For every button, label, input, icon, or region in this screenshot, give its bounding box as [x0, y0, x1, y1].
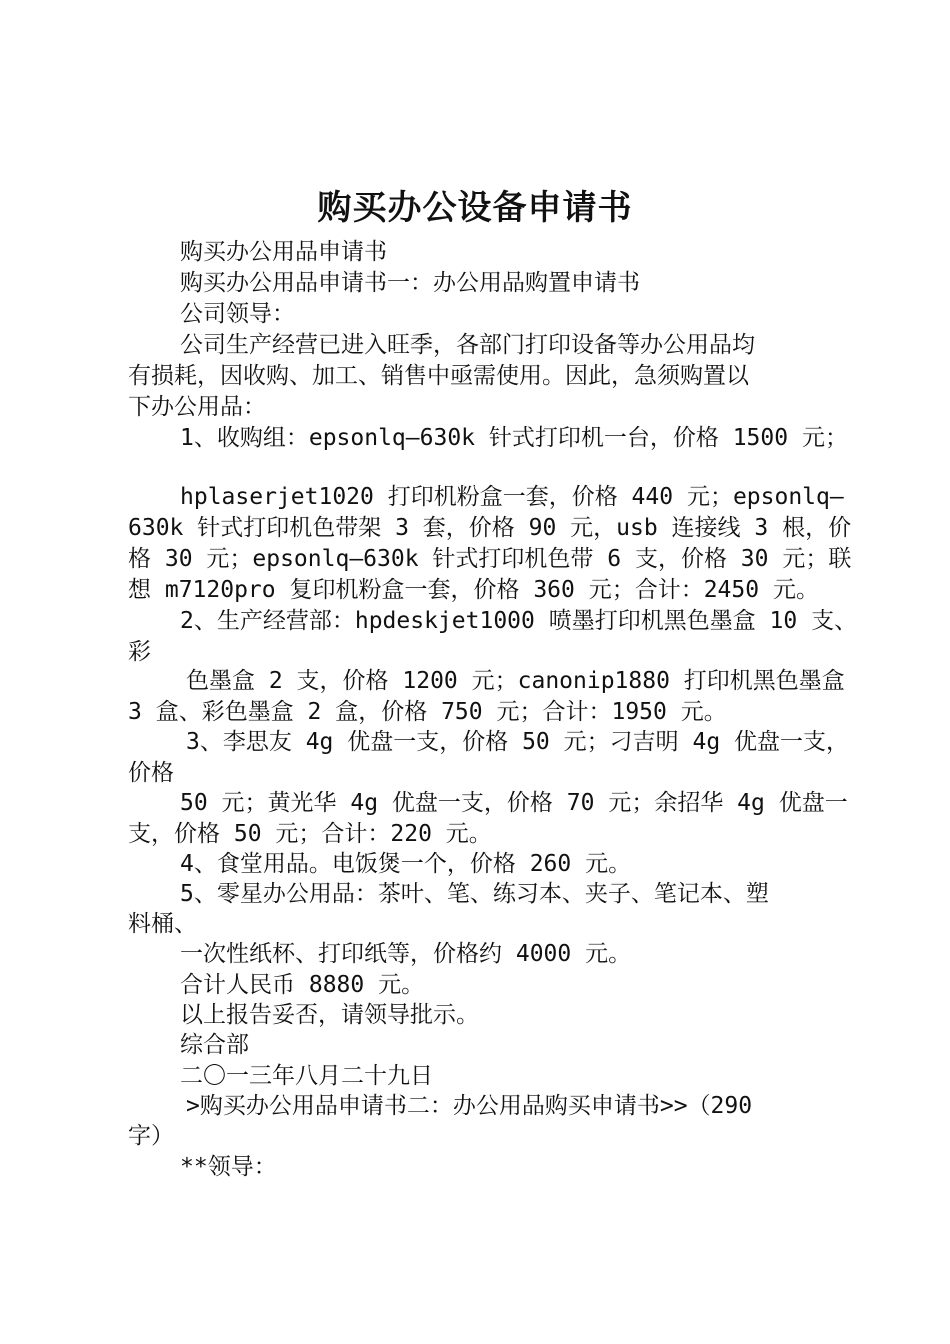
doc-line: 5、零星办公用品：茶叶、笔、练习本、夹子、笔记本、塑 — [180, 881, 769, 907]
doc-line: 色墨盒 2 支，价格 1200 元；canonip1880 打印机黑色墨盒 — [186, 668, 845, 694]
doc-line: 有损耗，因收购、加工、销售中亟需使用。因此，急须购置以 — [128, 363, 749, 389]
doc-line: 价格 — [128, 760, 174, 786]
doc-line: 格 30 元；epsonlq—630k 针式打印机色带 6 支，价格 30 元；联 — [128, 546, 852, 572]
doc-line: 二〇一三年八月二十九日 — [180, 1063, 433, 1089]
doc-line: 1、收购组：epsonlq—630k 针式打印机一台，价格 1500 元； — [180, 425, 848, 451]
doc-line: 2、生产经营部：hpdeskjet1000 喷墨打印机黑色墨盒 10 支、 — [180, 608, 858, 634]
doc-line: 字） — [128, 1123, 174, 1149]
doc-line: hplaserjet1020 打印机粉盒一套，价格 440 元；epsonlq— — [180, 484, 844, 510]
doc-line: **领导： — [180, 1154, 277, 1180]
doc-line: 合计人民币 8880 元。 — [180, 972, 425, 998]
doc-line: 彩 — [128, 639, 151, 665]
doc-line: 公司领导： — [180, 301, 295, 327]
doc-line: 下办公用品： — [128, 394, 266, 420]
doc-line: 公司生产经营已进入旺季，各部门打印设备等办公用品均 — [180, 332, 755, 358]
doc-line: 综合部 — [180, 1032, 249, 1058]
doc-line: 以上报告妥否，请领导批示。 — [180, 1002, 479, 1028]
doc-line: >购买办公用品申请书二：办公用品购买申请书>>（290 — [186, 1093, 753, 1119]
doc-line: 一次性纸杯、打印纸等，价格约 4000 元。 — [180, 941, 632, 967]
doc-line: 4、食堂用品。电饭煲一个，价格 260 元。 — [180, 851, 632, 877]
doc-line: 50 元；黄光华 4g 优盘一支，价格 70 元；余招华 4g 优盘一 — [180, 790, 848, 816]
document-title: 购买办公设备申请书 — [317, 188, 633, 228]
doc-line: 3、李思友 4g 优盘一支，价格 50 元；刁吉明 4g 优盘一支， — [186, 729, 850, 755]
doc-line: 630k 针式打印机色带架 3 套，价格 90 元，usb 连接线 3 根，价 — [128, 515, 852, 541]
doc-line: 支，价格 50 元；合计：220 元。 — [128, 821, 492, 847]
doc-line: 想 m7120pro 复印机粉盒一套，价格 360 元；合计：2450 元。 — [128, 577, 819, 603]
doc-line: 购买办公用品申请书 — [180, 239, 387, 265]
doc-line: 3 盒、彩色墨盒 2 盒，价格 750 元；合计：1950 元。 — [128, 699, 727, 725]
doc-line: 料桶、 — [128, 911, 197, 937]
doc-line: 购买办公用品申请书一：办公用品购置申请书 — [180, 270, 640, 296]
